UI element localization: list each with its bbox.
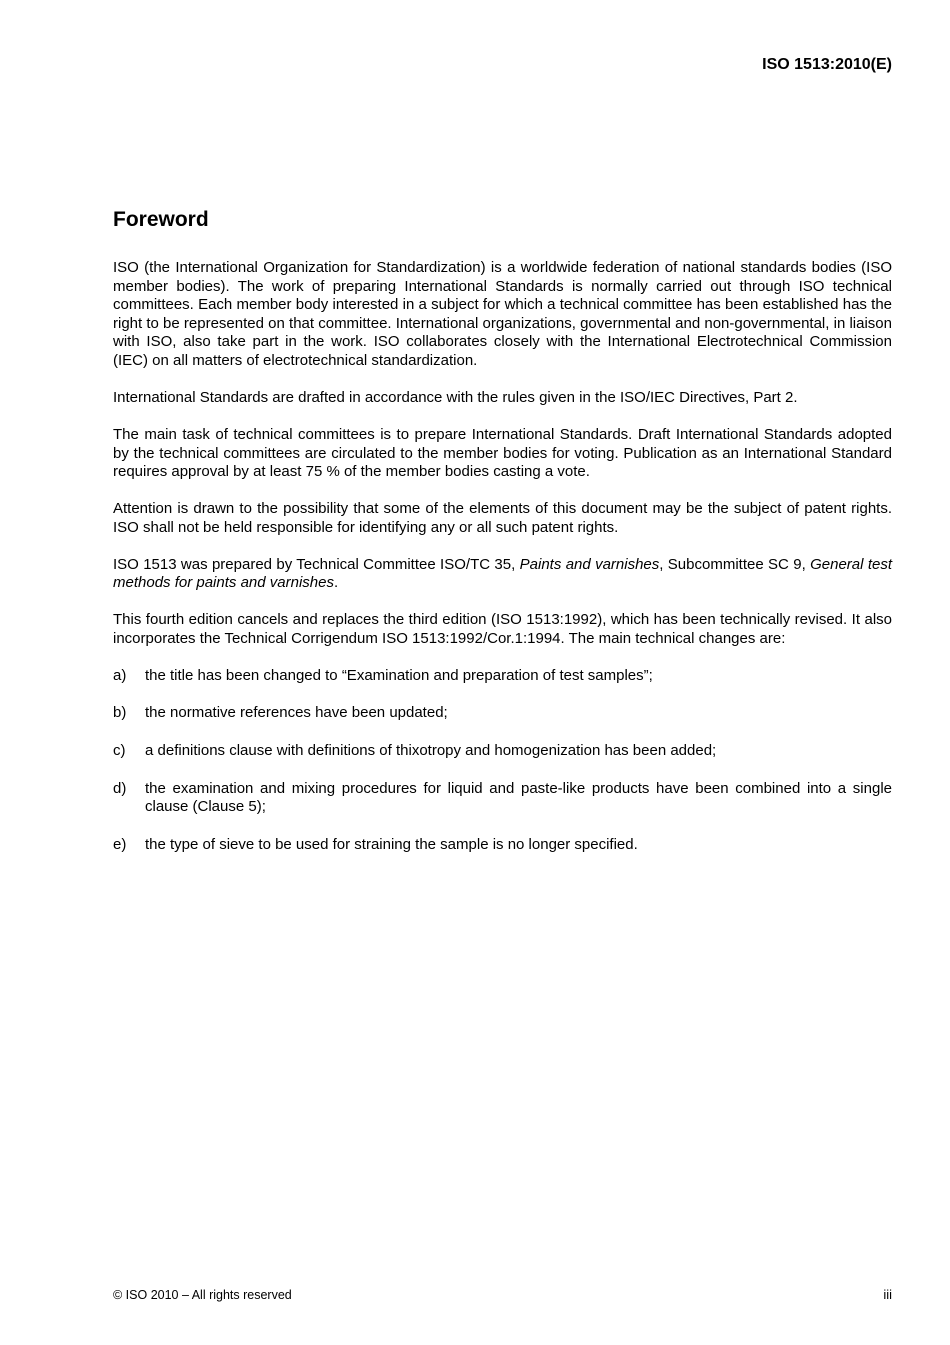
paragraph-committees: The main task of technical committees is to prepare International Standards. Draft International Standards adopted by the technical committees are circulated to the member bodies for voting. Publication as an International Standard requires approval by at least 75 % of the member bodies casting a vote.: [113, 425, 892, 481]
list-item-text: the normative references have been updated;: [145, 704, 448, 722]
prepared-by-text-3: .: [333, 574, 339, 592]
list-item-text: the examination and mixing procedures for liquid and paste-like products have been combined into a single clause (Clause 5);: [145, 779, 892, 816]
list-item-text: the type of sieve to be used for straining the sample is no longer specified.: [145, 835, 638, 853]
paragraph-prepared-by: [113, 556, 892, 593]
subcommittee-name: General test methods for paints and varnishes: [113, 555, 893, 592]
list-item: [113, 836, 892, 855]
committee-name: Paints and varnishes: [519, 555, 660, 573]
document-id: ISO 1513:2010(E): [762, 56, 892, 73]
prepared-by-text-2: , Subcommittee SC 9,: [659, 555, 811, 573]
list-marker: b): [113, 704, 127, 722]
changes-list: [113, 667, 892, 855]
list-item-text: the title has been changed to “Examination and preparation of test samples”;: [145, 666, 653, 684]
foreword-body: [113, 259, 892, 873]
prepared-by-text-1: ISO 1513 was prepared by Technical Committee ISO/TC 35,: [113, 555, 520, 573]
paragraph-edition: This fourth edition cancels and replaces the third edition (ISO 1513:1992), which has been technically revised. It also incorporates the Technical Corrigendum ISO 1513:1992/Cor.1:1994. The main technical changes are:: [113, 611, 892, 647]
list-marker: a): [113, 666, 127, 684]
list-marker: d): [113, 779, 127, 797]
list-item-text: a definitions clause with definitions of thixotropy and homogenization has been added;: [145, 742, 717, 760]
paragraph-patent: Attention is drawn to the possibility that some of the elements of this document may be the subject of patent rights. ISO shall not be held responsible for identifying any or all such patent rights.: [113, 500, 892, 536]
paragraph-iso-intro: ISO (the International Organization for Standardization) is a worldwide federation of national standards bodies (ISO member bodies). The work of preparing International Standards is normally carried out through ISO technical committees. Each member body interested in a subject for which a technical committee has been established has the right to be represented on that committee. International organizations, governmental and non-governmental, in liaison with ISO, also take part in the work. ISO collaborates closely with the International Electrotechnical Commission (IEC) on all matters of electrotechnical standardization.: [113, 259, 892, 369]
page-number: iii: [883, 1287, 892, 1302]
footer-copyright: © ISO 2010 – All rights reserved: [113, 1288, 292, 1302]
list-marker: c): [113, 742, 126, 760]
page-title: Foreword: [113, 208, 209, 231]
list-item: [113, 742, 892, 761]
list-marker: e): [113, 835, 127, 853]
list-item: [113, 780, 892, 817]
list-item: [113, 667, 892, 686]
paragraph-directives: International Standards are drafted in accordance with the rules given in the ISO/IEC Directives, Part 2.: [113, 388, 798, 406]
list-item: [113, 704, 892, 723]
